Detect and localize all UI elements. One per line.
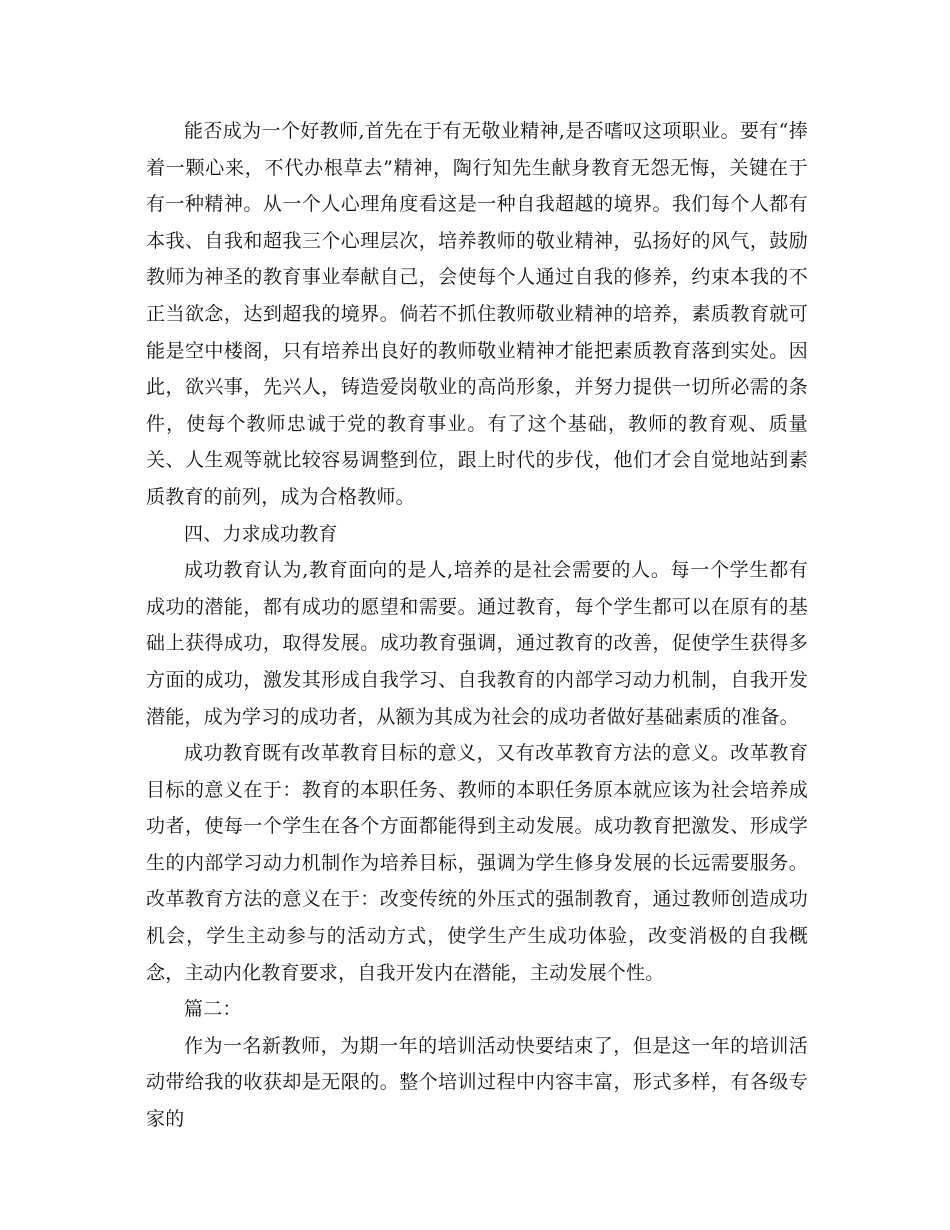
section-heading-success-education: 四、力求成功教育 (184, 522, 338, 545)
paragraph-new-teacher-training: 作为一名新教师，为期一年的培训活动快要结束了，但是这一年的培训活动带给我的收获却是无限的。整个培训过程中内容丰富，形式多样，有各级专家的 (146, 1034, 808, 1131)
paragraph-dedication: 能否成为一个好教师,首先在于有无敬业精神,是否嗜叹这项职业。要有“捧着一颗心来，不代办根草去”精神，陶行知先生献身教育无怨无悔，关键在于有一种精神。从一个人心理角度看这是一种自我超越的境界。我们每个人都有本我、自我和超我三个心理层次，培养教师的敬业精神，弘扬好的风气，鼓励教师为神圣的教育事业奉献自己，会使每个人通过自我的修养，约束本我的不正当欲念，达到超我的境界。倘若不抓住教师敬业精神的培养，素质教育就可能是空中楼阁，只有培养出良好的教师敬业精神才能把素质教育落到实处。因此，欲兴事，先兴人，铸造爱岗敬业的高尚形象，并努力提供一切所必需的条件，使每个教师忠诚于党的教育事业。有了这个基础，教师的教育观、质量关、人生观等就比较容易调整到位，跟上时代的步伐，他们才会自觉地站到素质教育的前列，成为合格教师。 (146, 120, 808, 508)
section-heading-part-two: 篇二： (184, 998, 242, 1021)
document-body (146, 113, 808, 1138)
paragraph-success-education-definition: 成功教育认为,教育面向的是人,培养的是社会需要的人。每一个学生都有成功的潜能，都有成功的愿望和需要。通过教育，每个学生都可以在原有的基础上获得成功，取得发展。成功教育强调，通过教育的改善，促使学生获得多方面的成功，激发其形成自我学习、自我教育的内部学习动力机制，自我开发潜能，成为学习的成功者，从额为其成为社会的成功者做好基础素质的准备。 (146, 559, 808, 728)
paragraph-success-education-significance: 成功教育既有改革教育目标的意义，又有改革教育方法的意义。改革教育目标的意义在于：教育的本职任务、教师的本职任务原本就应该为社会培养成功者，使每一个学生在各个方面都能得到主动发展。成功教育把激发、形成学生的内部学习动力机制作为培养目标，强调为学生修身发展的长远需要服务。改革教育方法的意义在于：改变传统的外压式的强制教育，通过教师创造成功机会，学生主动参与的活动方式，使学生产生成功体验，改变消极的自我概念，主动内化教育要求，自我开发内在潜能，主动发展个性。 (146, 742, 808, 984)
